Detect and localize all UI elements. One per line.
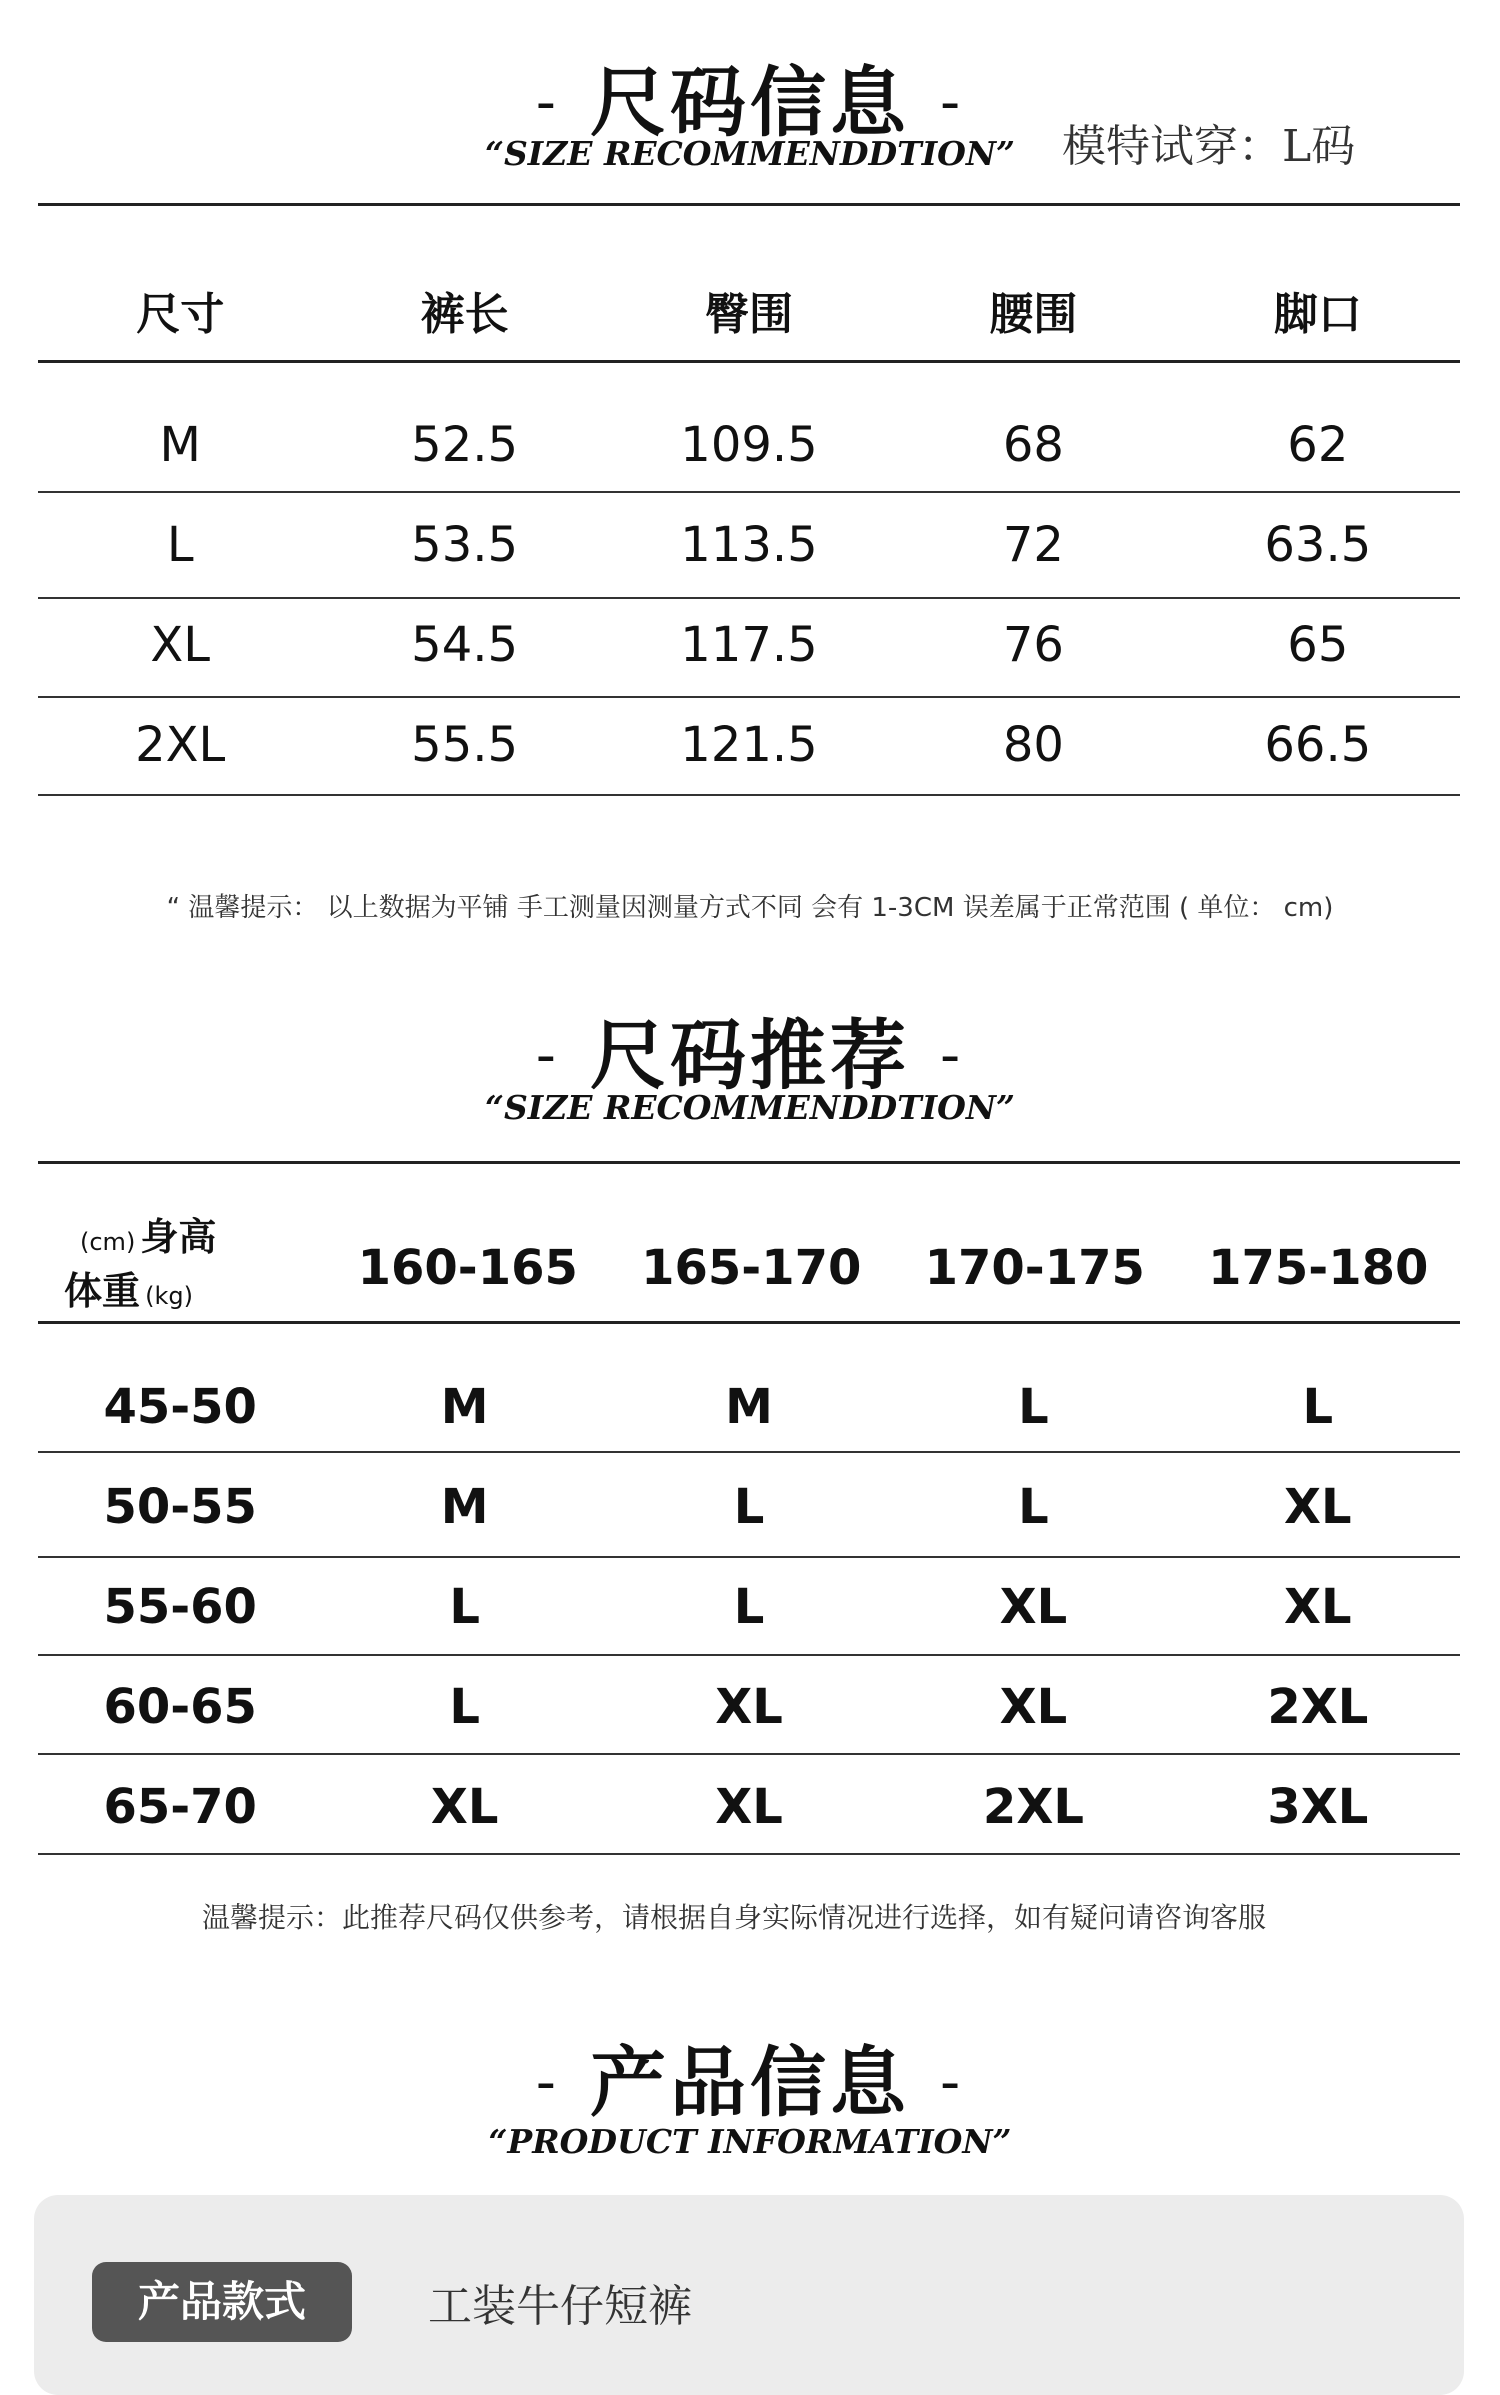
- table-cell: XL: [430, 1779, 499, 1835]
- table-cell: XL: [150, 617, 211, 673]
- table-cell: 2XL: [982, 1779, 1084, 1835]
- product-style-tag: 产品款式: [92, 2262, 352, 2342]
- table-cell: 76: [1002, 617, 1064, 673]
- table-cell: L: [1302, 1379, 1334, 1435]
- table-cell: 109.5: [680, 417, 818, 473]
- table-cell: 62: [1287, 417, 1349, 473]
- table-cell: 72: [1002, 517, 1064, 573]
- table-cell: 2XL: [1267, 1679, 1369, 1735]
- height-weight-corner: [64, 1196, 300, 1316]
- table-cell: 113.5: [680, 517, 818, 573]
- table-cell: 66.5: [1264, 717, 1372, 773]
- divider: [38, 1321, 1460, 1324]
- table-cell: L: [1018, 1379, 1049, 1435]
- table-cell: L: [449, 1579, 480, 1635]
- table-cell: 68: [1002, 417, 1064, 473]
- table-row: [38, 1362, 1460, 1452]
- model-fit-note: 模特试穿：L码: [1062, 121, 1356, 172]
- table-row: [38, 400, 1460, 490]
- weight-label: 体重: [64, 1269, 141, 1313]
- height-range: 160-165: [357, 1240, 578, 1296]
- table-row: [38, 700, 1460, 790]
- size-table-header: [38, 270, 1460, 350]
- weight-range: 55-60: [103, 1579, 257, 1635]
- table-cell: XL: [999, 1679, 1068, 1735]
- table-cell: M: [725, 1379, 773, 1435]
- header-length: 裤长: [420, 289, 509, 340]
- divider: [38, 1654, 1460, 1656]
- weight-unit: (kg): [145, 1282, 193, 1310]
- divider: [38, 1161, 1460, 1164]
- product-info-subtitle: “PRODUCT INFORMATION”: [488, 2122, 1012, 2161]
- divider: [38, 360, 1460, 363]
- divider: [38, 1853, 1460, 1855]
- table-cell: M: [440, 1379, 489, 1435]
- table-cell: M: [440, 1479, 489, 1535]
- recommendation-tip: 温馨提示：此推荐尺码仅供参考，请根据自身实际情况进行选择，如有疑问请咨询客服: [201, 1901, 1266, 1934]
- table-cell: 80: [1002, 717, 1064, 773]
- table-cell: XL: [715, 1779, 783, 1835]
- table-cell: 63.5: [1264, 517, 1372, 573]
- header-size: 尺寸: [136, 289, 225, 340]
- weight-range: 60-65: [103, 1679, 257, 1735]
- table-cell: 53.5: [411, 517, 519, 573]
- table-cell: 3XL: [1267, 1779, 1369, 1835]
- table-cell: XL: [715, 1679, 783, 1735]
- divider: [38, 491, 1460, 493]
- header-waist: 腰围: [989, 289, 1078, 340]
- height-unit: (cm): [80, 1228, 136, 1256]
- table-row: [38, 600, 1460, 690]
- table-cell: L: [166, 517, 194, 573]
- height-range: 175-180: [1208, 1240, 1429, 1296]
- product-name: 工装牛仔短裤: [428, 2281, 692, 2332]
- size-rec-subtitle: “SIZE RECOMMENDDTION”: [484, 1088, 1016, 1127]
- table-cell: 55.5: [411, 717, 519, 773]
- measurement-tip: “ 温馨提示： 以上数据为平铺 手工测量因测量方式不同 会有 1-3CM 误差属于正常范围 ( 单位： cm): [166, 893, 1334, 923]
- table-cell: 54.5: [411, 617, 519, 673]
- weight-range: 45-50: [103, 1379, 257, 1435]
- divider: [38, 794, 1460, 796]
- table-row: [38, 1462, 1460, 1552]
- table-cell: XL: [999, 1579, 1068, 1635]
- table-cell: L: [733, 1479, 765, 1535]
- size-info-title: - 尺码信息 -: [535, 58, 965, 147]
- header-hem: 脚口: [1273, 289, 1362, 340]
- divider: [38, 597, 1460, 599]
- height-header-row: [326, 1228, 1460, 1308]
- size-rec-title: - 尺码推荐 -: [535, 1011, 965, 1100]
- weight-range: 65-70: [103, 1779, 257, 1835]
- table-row: [38, 1562, 1460, 1652]
- table-cell: XL: [1284, 1479, 1352, 1535]
- table-cell: M: [159, 417, 201, 473]
- table-cell: 65: [1287, 617, 1349, 673]
- height-range: 170-175: [924, 1240, 1145, 1296]
- product-info-title: - 产品信息 -: [535, 2038, 965, 2127]
- table-cell: L: [449, 1679, 480, 1735]
- divider: [38, 696, 1460, 698]
- table-row: [38, 1662, 1460, 1752]
- table-row: [38, 500, 1460, 590]
- size-info-subtitle: “SIZE RECOMMENDDTION”: [484, 134, 1016, 173]
- header-hip: 臀围: [705, 289, 794, 340]
- divider: [38, 1753, 1460, 1755]
- height-label: 身高: [140, 1215, 217, 1259]
- table-cell: 121.5: [680, 717, 818, 773]
- table-cell: L: [733, 1579, 765, 1635]
- table-cell: 2XL: [135, 717, 226, 773]
- table-cell: 117.5: [680, 617, 818, 673]
- divider: [38, 1556, 1460, 1558]
- table-cell: 52.5: [411, 417, 519, 473]
- weight-range: 50-55: [103, 1479, 257, 1535]
- height-range: 165-170: [641, 1240, 862, 1296]
- divider: [38, 1451, 1460, 1453]
- table-cell: L: [1018, 1479, 1049, 1535]
- table-row: [38, 1762, 1460, 1852]
- divider: [38, 203, 1460, 206]
- table-cell: XL: [1284, 1579, 1352, 1635]
